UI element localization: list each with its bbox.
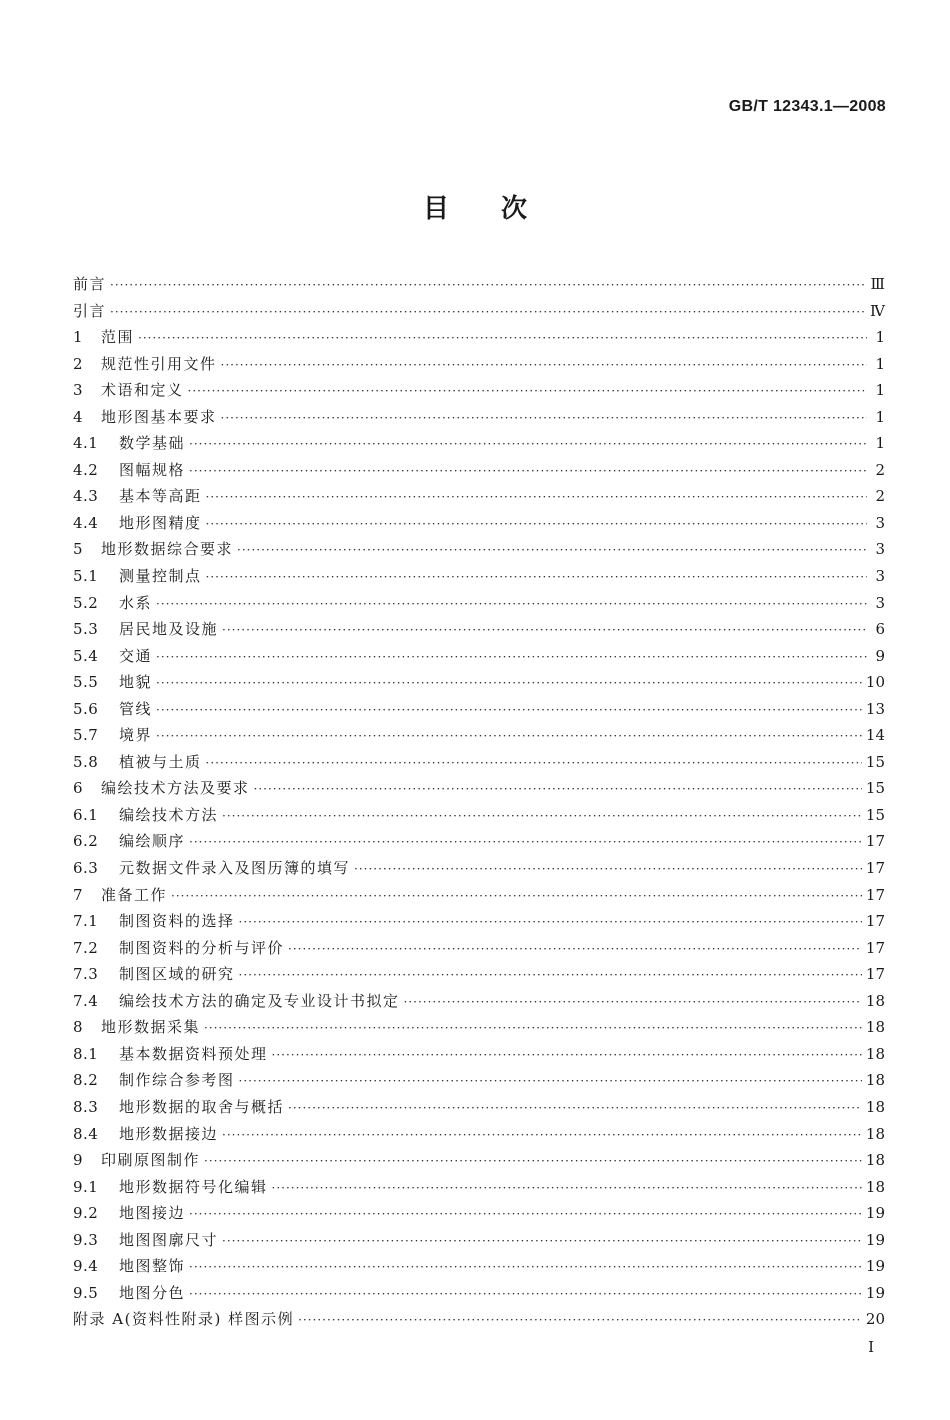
toc-page-number: 19 [865, 1257, 885, 1276]
toc-section-number: 5.6 [73, 699, 99, 718]
toc-section-number: 4.1 [73, 434, 99, 453]
toc-entry[interactable] [73, 1121, 885, 1148]
toc-entry[interactable] [73, 377, 885, 404]
toc-dot-leader [206, 564, 867, 591]
toc-dot-leader [288, 1095, 862, 1122]
toc-dot-leader [189, 1254, 862, 1281]
toc-dot-leader [189, 829, 862, 856]
toc-entry[interactable] [73, 802, 885, 829]
toc-entry-label: 引言 [73, 301, 107, 320]
toc-section-number: 7.2 [73, 938, 99, 957]
toc-page-number: 17 [865, 938, 885, 957]
toc-entry[interactable] [73, 1280, 885, 1307]
toc-dot-leader [222, 803, 862, 830]
toc-page-number: 15 [865, 752, 885, 771]
toc-dot-leader [206, 750, 862, 777]
toc-entry[interactable] [73, 590, 885, 617]
toc-entry[interactable] [73, 855, 885, 882]
toc-entry-label: 测量控制点 [119, 567, 202, 586]
toc-section-number: 8 [73, 1018, 84, 1037]
toc-entry[interactable] [73, 271, 885, 298]
toc-section-number: 4.3 [73, 487, 99, 506]
toc-page-number: 18 [865, 1177, 885, 1196]
toc-dot-leader [188, 378, 867, 405]
toc-section-number: 9.2 [73, 1204, 99, 1223]
toc-dot-leader [221, 405, 867, 432]
toc-entry[interactable] [73, 1306, 885, 1333]
toc-entry-label: 交通 [119, 646, 153, 665]
toc-page-number: 17 [865, 965, 885, 984]
toc-dot-leader [239, 1068, 862, 1095]
toc-section-number: 2 [73, 354, 84, 373]
toc-entry-label: 地图图廓尺寸 [119, 1230, 219, 1249]
toc-section-number: 6.3 [73, 859, 99, 878]
toc-dot-leader [222, 1228, 862, 1255]
toc-entry[interactable] [73, 457, 885, 484]
toc-page-number: 19 [865, 1283, 885, 1302]
toc-page-number: 9 [875, 646, 885, 665]
toc-entry[interactable] [73, 483, 885, 510]
toc-dot-leader [288, 936, 862, 963]
toc-entry[interactable] [73, 1200, 885, 1227]
toc-dot-leader [239, 962, 862, 989]
toc-dot-leader [171, 883, 862, 910]
table-of-contents [73, 271, 885, 1333]
toc-entry-label: 地形数据符号化编辑 [119, 1177, 268, 1196]
toc-dot-leader [110, 272, 867, 299]
toc-section-number: 5.2 [73, 593, 99, 612]
toc-page-number: 19 [865, 1204, 885, 1223]
toc-entry-label: 编绘技术方法及要求 [101, 779, 250, 798]
toc-page-number: 3 [875, 513, 885, 532]
toc-entry[interactable] [73, 882, 885, 909]
toc-page-number: 2 [875, 460, 885, 479]
toc-dot-leader [189, 1201, 862, 1228]
toc-page-number: 15 [865, 805, 885, 824]
toc-dot-leader [222, 617, 867, 644]
toc-page-number: 13 [865, 699, 885, 718]
toc-dot-leader [404, 989, 862, 1016]
toc-page-number: 1 [875, 434, 885, 453]
toc-dot-leader [156, 644, 867, 671]
toc-section-number: 5.3 [73, 620, 99, 639]
toc-section-number: 8.4 [73, 1124, 99, 1143]
toc-page-number: 1 [875, 381, 885, 400]
toc-dot-leader [206, 511, 867, 538]
toc-entry[interactable] [73, 510, 885, 537]
toc-entry-label: 地形数据采集 [101, 1018, 201, 1037]
toc-section-number: 9.3 [73, 1230, 99, 1249]
toc-entry-label: 水系 [119, 593, 153, 612]
toc-section-number: 4.4 [73, 513, 99, 532]
toc-section-number: 5.4 [73, 646, 99, 665]
toc-dot-leader [110, 299, 866, 326]
toc-dot-leader [272, 1042, 862, 1069]
toc-entry[interactable] [73, 1041, 885, 1068]
toc-section-number: 6.1 [73, 805, 99, 824]
toc-page-number: 20 [865, 1310, 885, 1329]
toc-entry-label: 制图资料的选择 [119, 912, 235, 931]
toc-entry-label: 地形数据接边 [119, 1124, 219, 1143]
toc-entry[interactable] [73, 298, 885, 325]
toc-page-number: 10 [865, 673, 885, 692]
toc-dot-leader [354, 856, 862, 883]
toc-entry[interactable] [73, 696, 885, 723]
toc-page-number: 18 [865, 1151, 885, 1170]
toc-entry-label: 制作综合参考图 [119, 1071, 235, 1090]
toc-section-number: 3 [73, 381, 84, 400]
title-char-2: 次 [501, 194, 528, 224]
toc-entry-label: 境界 [119, 726, 153, 745]
toc-entry[interactable] [73, 324, 885, 351]
toc-entry[interactable] [73, 536, 885, 563]
toc-entry-label: 地图整饰 [119, 1257, 186, 1276]
toc-entry-label: 地图接边 [119, 1204, 186, 1223]
toc-page-number: 18 [865, 1018, 885, 1037]
toc-entry-label: 植被与土质 [119, 752, 202, 771]
toc-entry-label: 管线 [119, 699, 153, 718]
toc-entry[interactable] [73, 1227, 885, 1254]
toc-dot-leader [156, 670, 862, 697]
toc-page-number: 1 [875, 354, 885, 373]
toc-entry[interactable] [73, 775, 885, 802]
toc-entry-label: 图幅规格 [119, 460, 186, 479]
toc-dot-leader [189, 458, 867, 485]
toc-entry-label: 数学基础 [119, 434, 186, 453]
toc-entry-label: 编绘技术方法的确定及专业设计书拟定 [119, 991, 400, 1010]
toc-page-number: 1 [875, 407, 885, 426]
toc-entry-label: 地形图基本要求 [101, 407, 217, 426]
toc-section-number: 4.2 [73, 460, 99, 479]
toc-section-number: 6.2 [73, 832, 99, 851]
toc-entry[interactable] [73, 1094, 885, 1121]
toc-section-number: 8.2 [73, 1071, 99, 1090]
toc-section-number: 5.8 [73, 752, 99, 771]
toc-entry-label: 地貌 [119, 673, 153, 692]
toc-entry-label: 基本数据资料预处理 [119, 1044, 268, 1063]
toc-entry-label: 地图分色 [119, 1283, 186, 1302]
toc-section-number: 9.1 [73, 1177, 99, 1196]
toc-entry[interactable] [73, 722, 885, 749]
toc-page-number: 3 [875, 593, 885, 612]
toc-section-number: 9 [73, 1151, 84, 1170]
toc-entry[interactable] [73, 1014, 885, 1041]
toc-dot-leader [239, 909, 862, 936]
toc-entry-label: 居民地及设施 [119, 620, 219, 639]
toc-section-number: 1 [73, 328, 84, 347]
toc-page-number: 14 [865, 726, 885, 745]
page-number: I [868, 1338, 874, 1356]
toc-entry[interactable] [73, 908, 885, 935]
toc-section-number: 8.3 [73, 1097, 99, 1116]
toc-dot-leader [204, 1148, 862, 1175]
toc-entry-label: 地形图精度 [119, 513, 202, 532]
toc-dot-leader [189, 1281, 862, 1308]
toc-entry[interactable] [73, 961, 885, 988]
toc-entry-label: 编绘顺序 [119, 832, 186, 851]
toc-section-number: 6 [73, 779, 84, 798]
toc-page-number: 19 [865, 1230, 885, 1249]
toc-section-number: 7.4 [73, 991, 99, 1010]
toc-section-number: 5.7 [73, 726, 99, 745]
toc-dot-leader [156, 697, 862, 724]
toc-section-number: 7.1 [73, 912, 99, 931]
toc-entry[interactable] [73, 563, 885, 590]
toc-entry-label: 编绘技术方法 [119, 805, 219, 824]
toc-entry-label: 规范性引用文件 [101, 354, 217, 373]
toc-page-number: 18 [865, 1044, 885, 1063]
toc-entry[interactable] [73, 430, 885, 457]
toc-section-number: 5.5 [73, 673, 99, 692]
toc-entry-label: 前言 [73, 275, 107, 293]
toc-entry[interactable] [73, 669, 885, 696]
toc-entry-label: 印刷原图制作 [101, 1151, 201, 1170]
toc-entry[interactable] [73, 351, 885, 378]
toc-section-number: 7.3 [73, 965, 99, 984]
toc-entry[interactable] [73, 643, 885, 670]
toc-dot-leader [222, 1122, 862, 1149]
toc-dot-leader [206, 484, 867, 511]
toc-section-number: 5 [73, 540, 84, 559]
toc-page-number: 15 [865, 779, 885, 798]
standard-code: GB/T 12343.1—2008 [728, 98, 886, 115]
toc-page-number: 17 [865, 859, 885, 878]
toc-entry[interactable] [73, 1067, 885, 1094]
toc-dot-leader [138, 325, 867, 352]
toc-page-number: Ⅳ [870, 301, 885, 320]
toc-page-number: 2 [875, 487, 885, 506]
toc-page-number: 18 [865, 1071, 885, 1090]
toc-dot-leader [237, 537, 867, 564]
toc-entry-label: 地形数据综合要求 [101, 540, 234, 559]
toc-dot-leader [189, 431, 867, 458]
toc-entry-label: 术语和定义 [101, 381, 184, 400]
toc-page-number: 18 [865, 1124, 885, 1143]
toc-entry-label: 元数据文件录入及图历簿的填写 [119, 859, 351, 878]
toc-page-number: Ⅲ [870, 275, 885, 293]
toc-entry[interactable] [73, 1174, 885, 1201]
toc-dot-leader [156, 723, 862, 750]
toc-entry[interactable] [73, 1147, 885, 1174]
toc-entry[interactable] [73, 616, 885, 643]
toc-dot-leader [298, 1307, 862, 1334]
toc-entry-label: 范围 [101, 328, 135, 347]
toc-page-number: 6 [875, 620, 885, 639]
toc-entry[interactable] [73, 749, 885, 776]
toc-page-number: 3 [875, 540, 885, 559]
toc-page-number: 17 [865, 885, 885, 904]
toc-entry-label: 制图资料的分析与评价 [119, 938, 285, 957]
toc-dot-leader [254, 776, 862, 803]
toc-dot-leader [156, 591, 867, 618]
toc-section-number: 8.1 [73, 1044, 99, 1063]
toc-entry-label: 基本等高距 [119, 487, 202, 506]
toc-page-number: 17 [865, 832, 885, 851]
toc-entry[interactable] [73, 988, 885, 1015]
title-char-1: 目 [422, 194, 449, 224]
toc-entry-label: 准备工作 [101, 885, 168, 904]
toc-section-number: 4 [73, 407, 84, 426]
toc-section-number: 5.1 [73, 567, 99, 586]
toc-section-number: 7 [73, 885, 84, 904]
page-title [0, 188, 950, 225]
toc-entry-label: 制图区域的研究 [119, 965, 235, 984]
toc-section-number: 9.4 [73, 1257, 99, 1276]
toc-page-number: 3 [875, 567, 885, 586]
toc-dot-leader [221, 352, 867, 379]
toc-page-number: 18 [865, 1097, 885, 1116]
toc-entry[interactable] [73, 935, 885, 962]
toc-entry-label: 地形数据的取舍与概括 [119, 1097, 285, 1116]
toc-entry[interactable] [73, 828, 885, 855]
toc-dot-leader [272, 1175, 862, 1202]
toc-section-number: 9.5 [73, 1283, 99, 1302]
toc-dot-leader [204, 1015, 862, 1042]
toc-entry[interactable] [73, 404, 885, 431]
toc-page-number: 17 [865, 912, 885, 931]
toc-entry-label: 附录 A(资料性附录) 样图示例 [73, 1310, 295, 1329]
toc-page-number: 18 [865, 991, 885, 1010]
toc-entry[interactable] [73, 1253, 885, 1280]
toc-page-number: 1 [875, 328, 885, 347]
